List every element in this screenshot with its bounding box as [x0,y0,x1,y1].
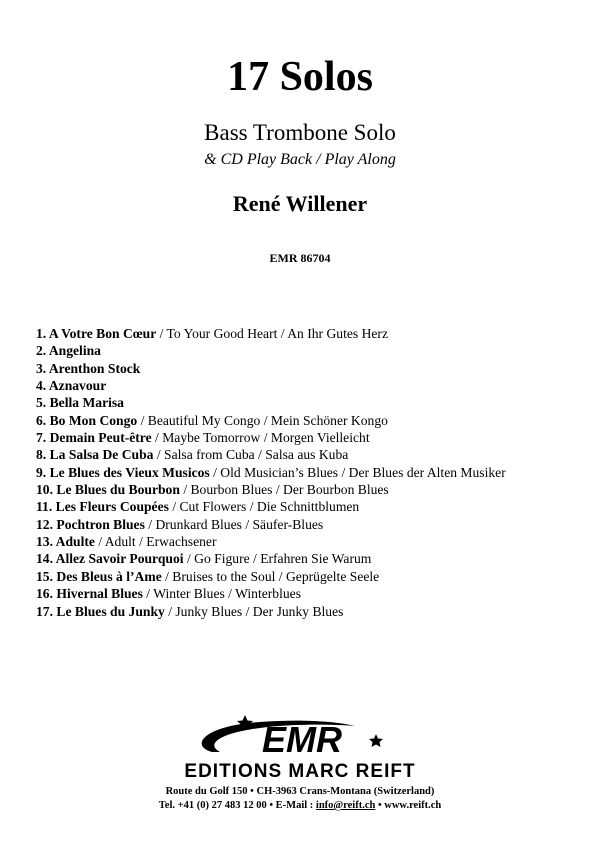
piece-translations: / Bourbon Blues / Der Bourbon Blues [179,482,389,498]
playback-subtitle: & CD Play Back / Play Along [204,151,396,168]
contact-phone: Tel. +41 (0) 27 483 12 00 • E-Mail : [158,800,316,811]
contents-item [36,360,586,377]
publisher-address: Route du Golf 150 • CH-3963 Crans-Montana (Switzerland) [165,786,435,797]
piece-translations: / Beautiful My Congo / Mein Schöner Kongo [137,412,388,428]
email-link[interactable]: info@reift.ch [315,800,376,811]
piece-title: 1. A Votre Bon Cœur [36,326,157,341]
publisher-brand: EDITIONS MARC REIFT [184,761,416,782]
contents-item [36,412,586,429]
emr-logo-graphic [150,712,450,762]
contents-item [36,516,586,533]
contents-item [36,446,586,463]
publisher-contact [0,799,600,813]
piece-translations: / Winter Blues / Winterblues [142,586,301,602]
piece-title: 11. Les Fleurs Coupées [36,499,169,515]
piece-translations: / To Your Good Heart / An Ihr Gutes Herz [156,326,388,341]
piece-translations: / Maybe Tomorrow / Morgen Vielleicht [151,430,370,446]
piece-translations: / Old Musician’s Blues / Der Blues der Alten Musiker [209,464,506,480]
logo-text: EMR [262,719,342,760]
contents-item [36,429,586,446]
contents-item [36,533,586,550]
piece-title: 13. Adulte [36,534,95,550]
piece-translations: / Drunkard Blues / Säufer-Blues [144,516,324,532]
piece-title: 5. Bella Marisa [36,395,124,411]
composer-name: René Willener [232,191,368,216]
piece-title: 4. Aznavour [36,378,107,394]
page-title: 17 Solos [227,54,373,100]
contents-item [36,603,586,620]
contents-item [36,464,586,481]
contents-item [36,377,586,394]
contents-item [36,550,586,567]
piece-title: 12. Pochtron Blues [36,516,145,532]
piece-translations: / Adult / Erwachsener [94,534,217,550]
catalog-number: EMR 86704 [269,251,331,265]
piece-title: 8. La Salsa De Cuba [36,447,154,463]
piece-title: 10. Le Blues du Bourbon [36,482,180,498]
piece-translations: / Salsa from Cuba / Salsa aus Kuba [153,447,349,463]
piece-title: 6. Bo Mon Congo [36,412,138,428]
contents-list [36,325,586,620]
contents-item [36,325,586,342]
piece-title: 15. Des Bleus à l’Ame [36,568,162,584]
piece-title: 9. Le Blues des Vieux Musicos [36,464,210,480]
contents-item [36,585,586,602]
piece-title: 2. Angelina [36,343,101,359]
instrument-subtitle: Bass Trombone Solo [204,120,396,145]
piece-translations: / Bruises to the Soul / Geprügelte Seele [161,568,380,584]
piece-title: 16. Hivernal Blues [36,586,143,602]
piece-title: 17. Le Blues du Junky [36,603,165,619]
contents-item [36,498,586,515]
contents-item [36,568,586,585]
contents-item [36,481,586,498]
piece-title: 7. Demain Peut-être [36,430,152,446]
contents-item [36,394,586,411]
piece-title: 14. Allez Savoir Pourquoi [36,551,184,567]
star-icon [369,734,383,747]
piece-title: 3. Arenthon Stock [36,360,141,376]
contact-website: • www.reift.ch [375,800,442,811]
piece-translations: / Cut Flowers / Die Schnittblumen [168,499,360,515]
piece-translations: / Junky Blues / Der Junky Blues [164,603,344,619]
piece-translations: / Go Figure / Erfahren Sie Warum [183,551,372,567]
contents-item [36,342,586,359]
